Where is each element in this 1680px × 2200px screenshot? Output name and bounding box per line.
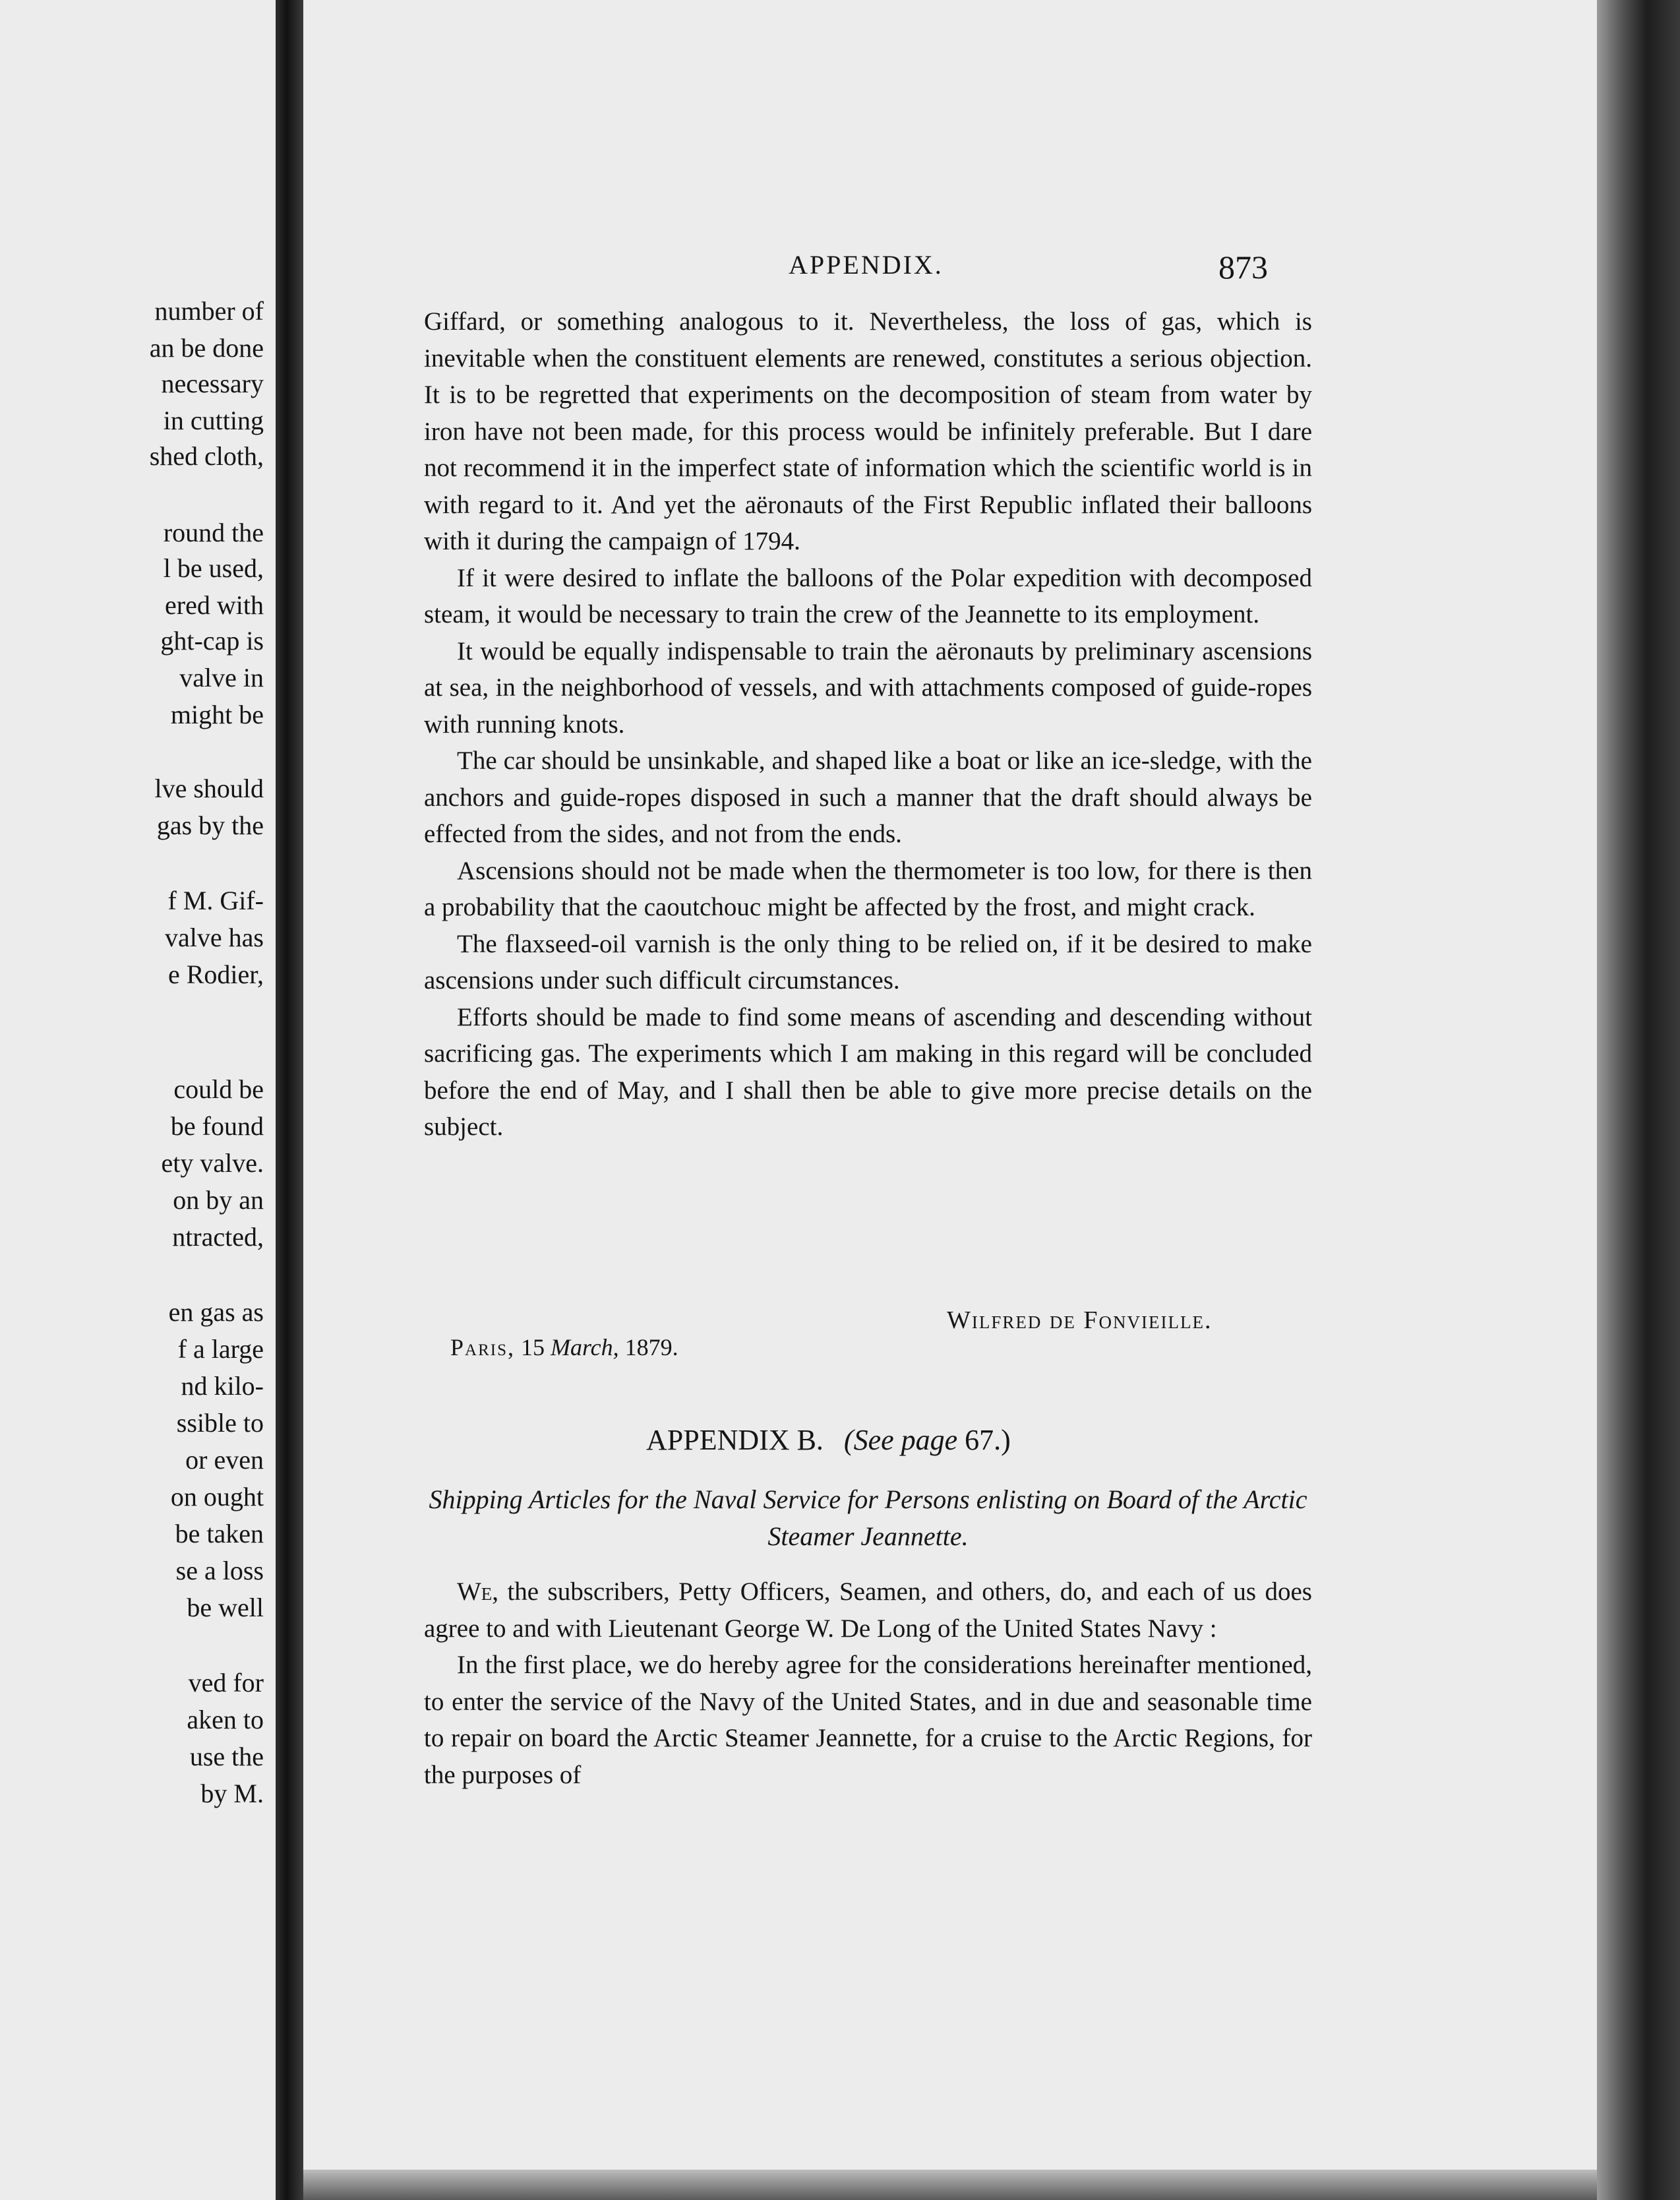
- left-page-line: an be done: [149, 333, 264, 363]
- left-page-line: could be: [173, 1074, 264, 1104]
- left-facing-page: [0, 0, 276, 2200]
- left-page-line: nd kilo-: [181, 1371, 264, 1401]
- left-page-line: gas by the: [156, 810, 264, 840]
- left-page-line: necessary: [161, 369, 264, 398]
- dateline-place: Paris,: [450, 1334, 515, 1360]
- paragraph: If it were desired to inflate the balloons of the Polar expedition with decomposed steam, it would be necessary to train the crew of the Jeannette to its employment.: [424, 563, 1312, 628]
- left-page-line: in cutting: [163, 406, 264, 435]
- left-page-line: en gas as: [168, 1297, 264, 1327]
- left-page-line: ntracted,: [172, 1222, 264, 1252]
- left-page-line: shed cloth,: [149, 441, 264, 471]
- paragraph: [424, 1574, 1312, 1647]
- left-page-line: ssible to: [176, 1408, 264, 1438]
- dateline-year: 1879.: [624, 1334, 678, 1360]
- left-page-line: on by an: [173, 1185, 264, 1215]
- paragraph: The car should be unsinkable, and shaped like a boat or like an ice-sledge, with the anchors and guide-ropes disposed in such a manner that the draft should always be effected from the sides, and not from the ends.: [424, 747, 1312, 848]
- bottom-edge: [303, 2170, 1597, 2200]
- letter-body: [424, 303, 1312, 1146]
- paragraph: Efforts should be made to find some means of ascending and descending without sacrificing gas. The experiments which I am making in this regard will be concluded before the end of May, and I shall then be able to give more precise details on the subject.: [424, 1002, 1312, 1141]
- left-page-line: f a large: [177, 1334, 264, 1364]
- left-page-line: might be: [170, 700, 264, 729]
- left-page-line: f M. Gif-: [167, 886, 264, 915]
- left-page-line: lve should: [154, 774, 264, 803]
- left-page-line: round the: [163, 518, 264, 547]
- opening-word: We,: [457, 1577, 499, 1606]
- left-page-line: be found: [170, 1111, 264, 1141]
- left-page-line: ved for: [188, 1668, 264, 1697]
- left-page-line: use the: [189, 1742, 264, 1771]
- paragraph: Ascensions should not be made when the thermometer is too low, for there is then a probability that the caoutchouc might be affected by the frost, and might crack.: [424, 856, 1312, 921]
- left-page-line: ety valve.: [161, 1148, 264, 1178]
- left-page-line: by M.: [200, 1779, 264, 1808]
- appendix-title: APPENDIX B.: [646, 1424, 824, 1456]
- page-edge: [1597, 0, 1680, 2200]
- articles-body: [424, 1574, 1312, 1793]
- paragraph: It would be equally indispensable to train the aëronauts by preliminary ascensions at sea, in the neighborhood of vessels, and with attachments composed of guide-ropes with running knots.: [424, 636, 1312, 739]
- paragraph: Giffard, or something analogous to it. Nevertheless, the loss of gas, which is inevitable when the constituent elements are renewed, constitutes a serious objection. It is to be regretted that experiments on the decomposition of steam from water by iron have not been made, for this process would be infinitely preferable. But I dare not recommend it in the imperfect state of information which the scientific world is in with regard to it. And yet the aëronauts of the First Republic inflated their balloons with it during the campaign of 1794.: [424, 307, 1312, 555]
- appendix-heading: [646, 1423, 1011, 1457]
- appendix-see: (See page: [843, 1424, 958, 1456]
- dateline-month: March,: [550, 1334, 619, 1360]
- appendix-subtitle: Shipping Articles for the Naval Service for Persons enlisting on Board of the Arctic Steamer Jeannette.: [429, 1484, 1307, 1551]
- left-page-line: or even: [185, 1445, 264, 1475]
- left-page-line: e Rodier,: [167, 960, 264, 989]
- paragraph: In the first place, we do hereby agree for the considerations hereinafter mentioned, to enter the service of the Navy of the United States, and in due and seasonable time to repair on board the Arctic Steamer Jeannette, for a cruise to the Arctic Regions, for the purposes of: [424, 1651, 1312, 1789]
- left-page-line: be well: [187, 1593, 264, 1622]
- running-header: APPENDIX.: [789, 250, 944, 280]
- dateline: [450, 1333, 678, 1361]
- left-page-line: ered with: [165, 590, 264, 620]
- dateline-day: 15: [520, 1334, 545, 1360]
- left-page-line: on ought: [170, 1482, 264, 1512]
- left-page-line: ght-cap is: [160, 626, 264, 656]
- left-page-line: aken to: [187, 1705, 264, 1734]
- left-page-line: se a loss: [175, 1556, 264, 1585]
- paragraph-text: the subscribers, Petty Officers, Seamen, and others, do, and each of us does agree to and with Lieutenant George W. De Long of the United States Navy :: [424, 1577, 1312, 1643]
- left-page-line: valve has: [165, 923, 264, 952]
- page-number: 873: [1218, 249, 1268, 286]
- left-page-line: valve in: [179, 663, 264, 692]
- appendix-page: 67.): [965, 1424, 1011, 1456]
- paragraph: The flaxseed-oil varnish is the only thing to be relied on, if it be desired to make ascensions under such difficult circumstances.: [424, 929, 1312, 994]
- book-gutter: [276, 0, 303, 2200]
- letter-signature: Wilfred de Fonvieille.: [947, 1306, 1213, 1334]
- left-page-line: be taken: [175, 1519, 264, 1548]
- left-page-line: l be used,: [163, 553, 264, 583]
- left-page-line: number of: [154, 296, 264, 326]
